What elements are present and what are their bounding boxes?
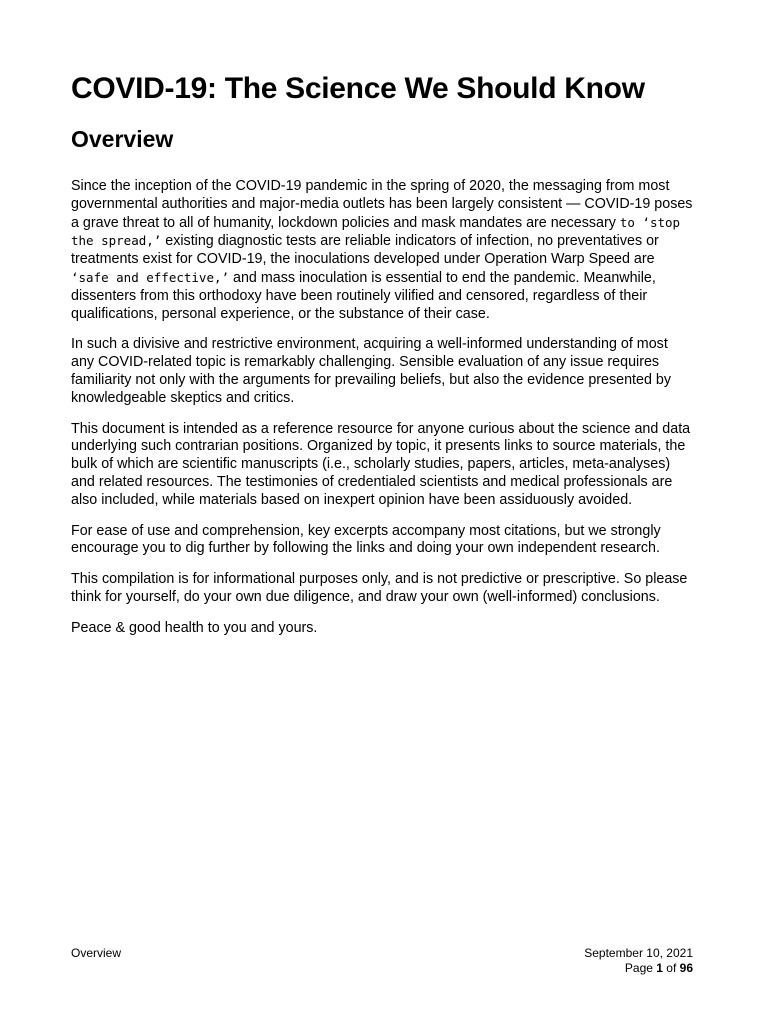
footer-meta: [584, 946, 693, 976]
page-prefix: Page: [624, 961, 657, 975]
paragraph-3: This document is intended as a reference resource for anyone curious about the science and data underlying such contrarian positions. Organized by topic, it presents links to source materials, the bulk of which are scientific manuscripts (i.e., scholarly studies, papers, articles, meta-analyses) and related resources. The testimonies of credentialed scientists and medical professionals are also included, while materials based on inexpert opinion have been assiduously avoided.: [71, 420, 691, 508]
page-of: of: [662, 961, 680, 975]
paragraph-5: This compilation is for informational purposes only, and is not predictive or prescriptive. So please think for yourself, do your own due diligence, and draw your own (well-informed) conclusions.: [71, 571, 688, 605]
page-current: 1: [656, 961, 663, 975]
body-text: [71, 178, 693, 651]
paragraph-2: In such a divisive and restrictive environment, acquiring a well-informed understanding of most any COVID-related topic is remarkably challenging. Sensible evaluation of any issue requires familiarity not only with the arguments for prevailing beliefs, but also the evidence presented by knowledgeable skeptics and critics.: [71, 336, 672, 406]
paragraph-1-text-e: and mass inoculation is essential to end the pandemic. Meanwhile, dissenters from this orthodoxy have been routinely vilified and censored, regardless of their qualifications, personal experience, or the substance of their case.: [71, 269, 656, 322]
paragraph-1-text-a: Since the inception of the COVID-19 pandemic in the spring of 2020, the messaging from most governmental authorities and major-media outlets has been largely consistent — COVID-19 poses a grave threat to all of humanity, lockdown policies and mask mandates are necessary: [71, 178, 693, 231]
stop-the-spread-quote: to ‘stop the spread,’: [71, 214, 681, 249]
paragraph-1-text-c: existing diagnostic tests are reliable indicators of infection, no preventatives or treatments exist for COVID-19, the inoculations developed under Operation Warp Speed are: [71, 233, 659, 268]
page-indicator: [584, 961, 693, 976]
footer-date: September 10, 2021: [584, 946, 693, 960]
footer-section-label: Overview: [71, 946, 122, 960]
document-title: COVID-19: The Science We Should Know: [71, 72, 645, 105]
paragraph-6: Peace & good health to you and yours.: [71, 619, 318, 636]
safe-and-effective-quote: ‘safe and effective,’: [71, 269, 230, 285]
paragraph-1: [71, 178, 693, 323]
paragraph-4: For ease of use and comprehension, key excerpts accompany most citations, but we strongly encourage you to dig further by following the links and doing your own independent research.: [71, 522, 661, 557]
section-title: Overview: [71, 126, 174, 152]
page-total: 96: [679, 961, 693, 975]
